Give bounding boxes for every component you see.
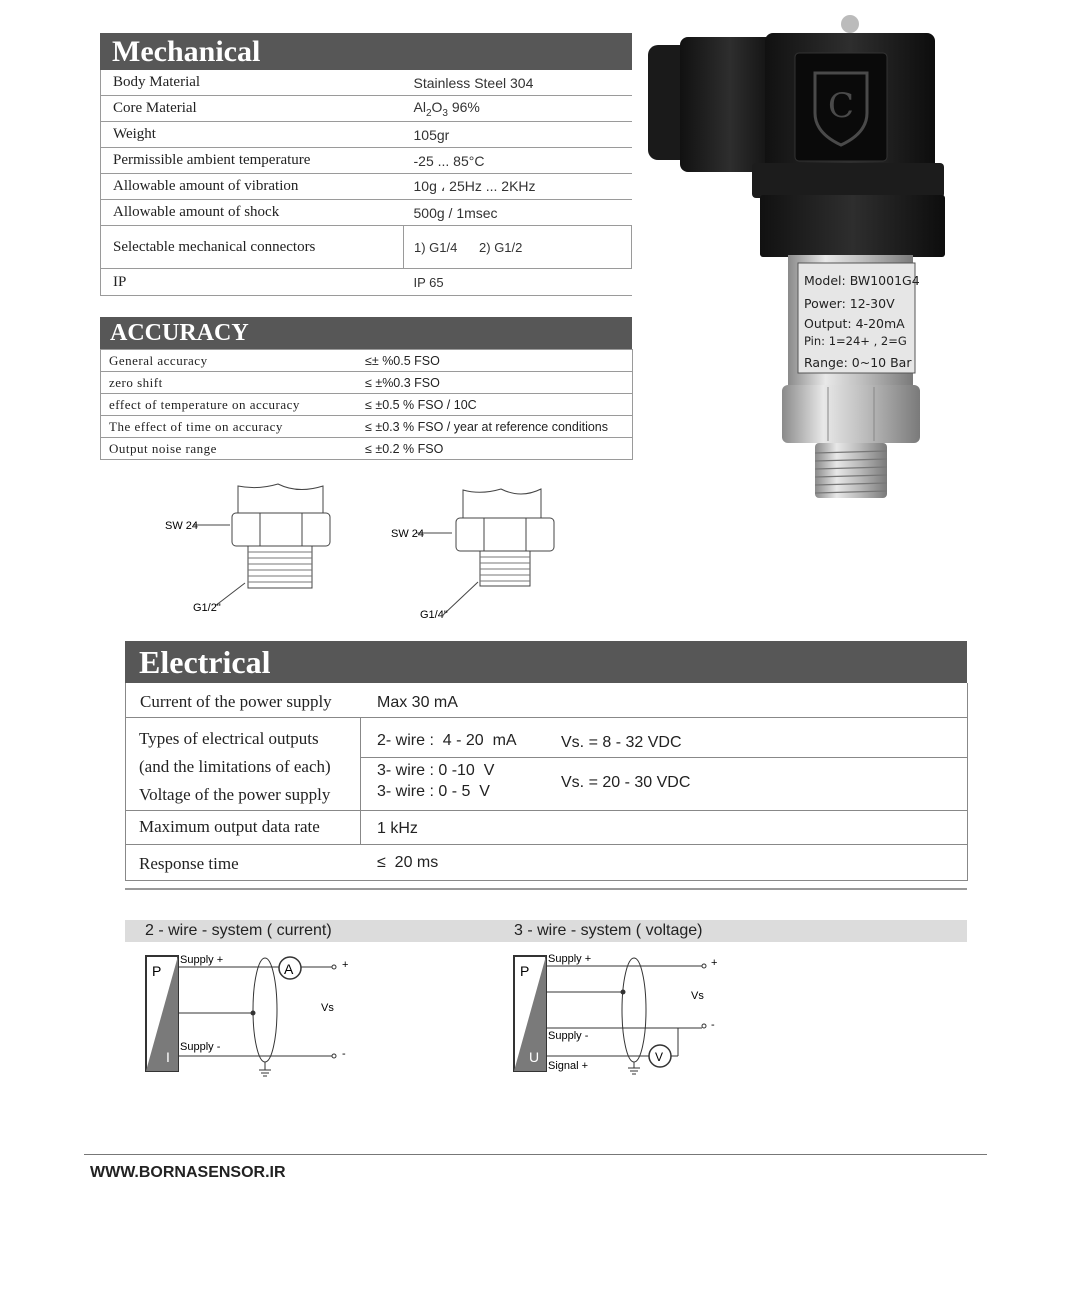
rate-key: Maximum output data rate xyxy=(139,817,320,836)
row-value: 10g ، 25Hz ... 2KHz xyxy=(404,174,632,200)
sw-label: SW 24 xyxy=(165,520,199,532)
mechanical-title: Mechanical xyxy=(112,35,261,68)
rate-value: 1 kHz xyxy=(377,820,418,837)
current-value: Max 30 mA xyxy=(377,694,458,711)
row-key: Selectable mechanical connectors xyxy=(101,226,404,269)
ammeter-icon: A xyxy=(284,961,294,977)
table-row xyxy=(101,416,633,438)
label-range: Range: 0~10 Bar xyxy=(804,355,912,370)
row-value: 105gr xyxy=(404,122,632,148)
row-key: effect of temperature on accuracy xyxy=(101,394,364,416)
table-row xyxy=(101,394,633,416)
label-power: Power: 12-30V xyxy=(804,296,895,311)
supply-plus-label: Supply + xyxy=(180,954,224,966)
row-key: Core Material xyxy=(101,96,404,122)
u-label: U xyxy=(529,1049,540,1065)
wire3-vs: Vs. = 20 - 30 VDC xyxy=(561,774,691,791)
row-key: The effect of time on accuracy xyxy=(101,416,364,438)
resp-value: ≤ 20 ms xyxy=(377,854,439,871)
row-key: Weight xyxy=(101,122,404,148)
table-row xyxy=(101,200,632,226)
label-model: Model: BW1001G4 xyxy=(804,273,920,288)
accuracy-header xyxy=(100,317,632,349)
thread-label: G1/2" xyxy=(193,602,221,614)
types-key-2: (and the limitations of each) xyxy=(139,757,331,776)
wire2-vs: Vs. = 8 - 32 VDC xyxy=(561,734,682,751)
wire3a-value: 3- wire : 0 -10 V xyxy=(377,762,495,779)
types-key-3: Voltage of the power supply xyxy=(139,785,331,804)
row-value: ≤ ±%0.3 FSO xyxy=(363,372,633,394)
table-row xyxy=(101,226,632,269)
label-pin: Pin: 1=24+ , 2=G xyxy=(804,334,907,348)
connector-drawing-g12 xyxy=(160,478,350,618)
row-key: Permissible ambient temperature xyxy=(101,148,404,174)
minus-label: - xyxy=(342,1048,346,1060)
vs-label: Vs xyxy=(321,1002,334,1014)
wire3b-value: 3- wire : 0 - 5 V xyxy=(377,783,490,800)
accuracy-table xyxy=(100,349,633,460)
row-value: 500g / 1msec xyxy=(404,200,632,226)
table-row xyxy=(101,174,632,200)
supply-minus-label: Supply - xyxy=(180,1041,221,1053)
resp-key: Response time xyxy=(139,854,239,873)
footer-divider xyxy=(84,1154,987,1155)
table-row xyxy=(101,372,633,394)
label-output: Output: 4-20mA xyxy=(804,316,905,331)
pressure-transmitter-image xyxy=(640,15,950,505)
row-value: IP 65 xyxy=(404,269,632,296)
footer-website-link[interactable]: WWW.BORNASENSOR.IR xyxy=(90,1164,286,1181)
wire2-value: 2- wire : 4 - 20 mA xyxy=(377,732,517,749)
table-row xyxy=(101,269,632,296)
current-key: Current of the power supply xyxy=(140,692,332,711)
wiring-title-bar xyxy=(125,920,967,942)
supply-minus-label: Supply - xyxy=(548,1030,589,1042)
minus-label: - xyxy=(711,1019,715,1031)
types-key-1: Types of electrical outputs xyxy=(139,729,319,748)
p-label: P xyxy=(152,963,162,979)
sw-label: SW 24 xyxy=(391,528,425,540)
table-row xyxy=(101,148,632,174)
vs-label: Vs xyxy=(691,990,704,1002)
supply-plus-label: Supply + xyxy=(548,953,592,965)
row-key: Allowable amount of shock xyxy=(101,200,404,226)
table-row xyxy=(101,70,632,96)
row-value: -25 ... 85°C xyxy=(404,148,632,174)
row-value: ≤ ±0.3 % FSO / year at reference conditions xyxy=(363,416,633,438)
voltmeter-icon: V xyxy=(655,1050,664,1064)
two-wire-title: 2 - wire - system ( current) xyxy=(145,922,332,939)
row-key: zero shift xyxy=(101,372,364,394)
divider xyxy=(125,888,967,890)
row-key: Body Material xyxy=(101,70,404,96)
row-key: IP xyxy=(101,269,404,296)
thread-label: G1/4" xyxy=(420,609,448,621)
signal-plus-label: Signal + xyxy=(548,1060,589,1072)
p-label: P xyxy=(520,963,530,979)
electrical-header xyxy=(125,641,967,683)
logo-letter: C xyxy=(827,86,855,126)
electrical-table xyxy=(125,683,968,881)
row-value: ≤ ±0.2 % FSO xyxy=(363,438,633,460)
connector-drawing-g14 xyxy=(388,485,568,625)
row-key: General accuracy xyxy=(101,350,364,372)
mechanical-table xyxy=(100,70,632,296)
table-row xyxy=(101,96,632,122)
row-value: $Al_2O_3$ 96% xyxy=(404,96,632,122)
plus-label: + xyxy=(711,957,718,969)
table-row xyxy=(101,122,632,148)
mechanical-header xyxy=(100,33,632,70)
two-wire-diagram xyxy=(140,950,370,1080)
table-row xyxy=(101,438,633,460)
row-value: ≤ ±0.5 % FSO / 10C xyxy=(363,394,633,416)
row-value: Stainless Steel 304 xyxy=(404,70,632,96)
row-value: 1) G1/4 2) G1/2 xyxy=(404,226,632,269)
row-key: Output noise range xyxy=(101,438,364,460)
three-wire-diagram xyxy=(508,950,738,1080)
electrical-title: Electrical xyxy=(139,644,271,680)
table-row xyxy=(101,350,633,372)
plus-label: + xyxy=(342,959,349,971)
row-value: ≤± %0.5 FSO xyxy=(363,350,633,372)
accuracy-title: ACCURACY xyxy=(110,320,249,346)
row-key: Allowable amount of vibration xyxy=(101,174,404,200)
i-label: I xyxy=(166,1049,170,1065)
three-wire-title: 3 - wire - system ( voltage) xyxy=(514,922,703,939)
